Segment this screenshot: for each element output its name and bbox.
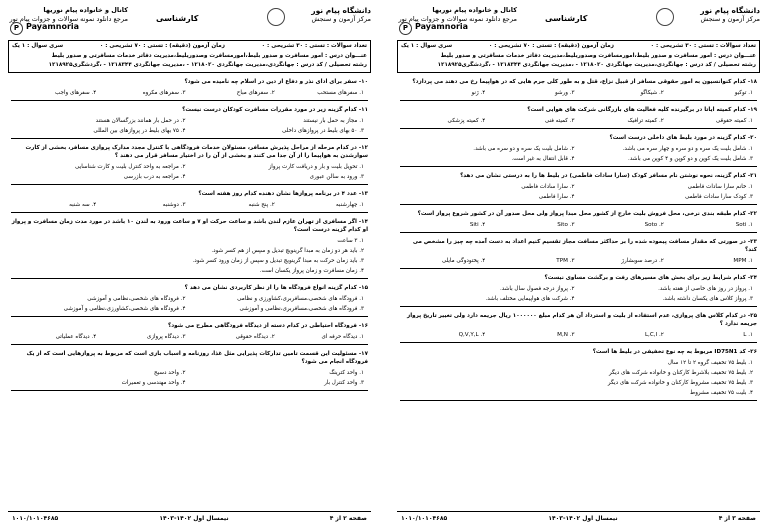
answer-options: [11, 116, 368, 136]
answer-options: [400, 284, 757, 304]
answer-options: [400, 88, 757, 98]
question-divider: [11, 390, 368, 391]
answer-option: ۱. فرودگاه های شخصی،مسافربری،کشاورزی و نظامی: [237, 295, 364, 302]
question-list: [397, 78, 760, 401]
question-divider: [11, 184, 368, 185]
exam-kind: کارشناسی: [156, 14, 199, 23]
footer-page-number: صفحه ۳ از ۴: [718, 515, 756, 522]
answer-option: ۲. سارا سادات فاطمی: [521, 183, 575, 190]
question-text: ۱۸- کدام کنوانسیون به امور حقوقی مسافر از قبیل نزاع، قتل و به طور کلی جرم هایی که در هواپیما رخ می دهند می پردازد؟: [412, 78, 757, 85]
answer-option: ۲. درصد سوبشارژ: [621, 257, 664, 264]
answer-option: ۲. فرودگاه های شخصی،نظامی و آموزشی: [87, 295, 186, 302]
question-item: [11, 144, 368, 185]
answer-options: [11, 332, 368, 342]
answer-option: ۲. شیکاگو: [640, 89, 664, 96]
answer-option: ۱. پرواز در روز های خاصی از هفته باشد.: [658, 285, 753, 292]
page-footer: [397, 511, 760, 525]
question-text: ۱۱- کدام گزینه زیر در مورد مقررات مسافرت کودکان درست نیست؟: [182, 106, 368, 113]
question-text: ۲۳- در صورتی که مقدار مسافت پیموده شده را بر حداکثر مسافت مجاز تقسیم کنیم اعداد به دست آمده چه چیز را مشخص می کند؟: [412, 238, 757, 253]
question-item: [400, 274, 757, 307]
question-series: سری سوال : ۱ یک: [12, 43, 64, 49]
answer-option: ۴. ژنو: [471, 89, 486, 96]
brand-handle-text: Payamnoria: [26, 22, 80, 31]
question-item: [400, 210, 757, 233]
answer-option: ۲. شامل بلیت یک سره و دو سره می باشد.: [473, 145, 575, 152]
question-series: سری سوال : ۱ یک: [401, 43, 453, 49]
brand-block: [397, 6, 517, 32]
brand-handle: [8, 23, 128, 32]
university-center: مرکز آزمون و سنجش: [700, 15, 760, 23]
footer-code: ۱۰۱۰/۱۰۱۰۴۶۸۵: [401, 515, 448, 522]
brand-line1: کانال و خانواده پیام نوریها: [43, 6, 128, 14]
answer-option: ۳. TPM: [556, 257, 575, 264]
answer-option: ۱. واحد کترینگ: [329, 369, 364, 376]
question-text: ۱۹- کدام کمیته ایاتا در برگیرنده کلیه فعالیت های بازرگانی شرکت های هوایی است؟: [527, 106, 757, 113]
question-item: [400, 238, 757, 269]
brand-logo-icon: P: [10, 22, 23, 35]
answer-option: ۴. ۷۵ بهای بلیط در پروازهای بین المللی: [93, 127, 186, 134]
question-item: [400, 172, 757, 205]
answer-option: ۲. بلیط ۷۵ تخفیف بلاشرط کارکنان و خانواده شرکت های دیگر: [608, 369, 753, 376]
answer-option: ۳. ورشو: [554, 89, 575, 96]
answer-option: ۴. سارا فاطمی: [538, 193, 575, 200]
question-item: [11, 284, 368, 317]
answer-option: ۳. ۵۰ بهای بلیط در پروازهای داخلی: [282, 127, 364, 134]
answer-option: ۳. ورود به سالن عبوری: [309, 173, 364, 180]
question-count: تعداد سوالات : تستی : ۳۰ تشریحی : ۰: [261, 43, 367, 49]
university-name: دانشگاه پیام نور: [700, 6, 760, 15]
brand-logo-icon: P: [399, 22, 412, 35]
answer-options: [400, 330, 757, 340]
question-divider: [400, 268, 757, 269]
answer-option: ۱. MPM: [733, 257, 753, 264]
answer-option: ۴. Siti: [469, 221, 486, 228]
answer-option: ۴. فرودگاه های شخصی،کشاورزی،نظامی و آموزشی: [63, 305, 186, 312]
answer-option: ۴. سه شنبه: [69, 201, 97, 208]
brand-handle: [397, 23, 517, 32]
question-item: [400, 78, 757, 101]
brand-line1: کانال و خانواده پیام نوریها: [432, 6, 517, 14]
answer-options: [11, 162, 368, 182]
question-divider: [400, 232, 757, 233]
answer-option: ۱. کمیته حقوقی: [715, 117, 753, 124]
question-divider: [11, 138, 368, 139]
university-name: دانشگاه پیام نور: [311, 6, 371, 15]
info-row-counts: [12, 42, 367, 52]
question-divider: [400, 306, 757, 307]
field-code: رشته تحصیلی / کد درس : جهانگردی،مدیریت جهانگردی ۱۲۱۸۰۲۰ - ،مدیریت جهانگردی ۱۲۱۸۳۴۴ - ،گردشگری۱۲۱۸۹۲۵: [437, 62, 756, 68]
question-item: [11, 106, 368, 139]
university-block: [650, 6, 760, 24]
question-text: ۱۵- کدام گزینه انواع فرودگاه ها را از نظر کاربردی نشان می دهد ؟: [184, 284, 368, 291]
question-divider: [400, 204, 757, 205]
answer-options: [400, 116, 757, 126]
exam-page-2: [8, 6, 371, 525]
question-divider: [400, 400, 757, 401]
answer-options: [400, 144, 757, 164]
answer-option: ۱. بلیط ۷۵ تخفیف گروه ۲ تا ۱۲ سال: [667, 359, 753, 366]
answer-options: [400, 256, 757, 266]
brand-handle-text: Payamnoria: [415, 22, 469, 31]
question-text: ۱۴- اگر مسافری از تهران عازم لندن باشد و ساعت حرکت او ۷ و ساعت ورود به لندن ۱۰ باشد در مورد مدت زمان مسافرت و پرواز او کدام گزینه درست است؟: [11, 218, 368, 233]
exam-info-box: [397, 40, 760, 73]
question-divider: [400, 128, 757, 129]
question-divider: [11, 212, 368, 213]
answer-option: ۳. Sito: [557, 221, 575, 228]
question-divider: [11, 278, 368, 279]
answer-option: ۳. باید زمان حرکت به مبدا گرینویچ تبدیل و سپس از زمان ورود کسر شود.: [192, 257, 364, 264]
question-divider: [11, 100, 368, 101]
answer-option: ۱. Soti: [735, 221, 753, 228]
answer-option: ۲. در حمل بار همانند بزرگسالان هستند: [95, 117, 186, 124]
answer-options: [11, 200, 368, 210]
answer-option: ۲. دیدگاه حقوقی: [235, 333, 275, 340]
answer-option: ۴. Q,V,Y,L: [458, 331, 486, 338]
exam-kind: کارشناسی: [545, 14, 588, 23]
footer-page-number: صفحه ۲ از ۴: [329, 515, 367, 522]
question-text: ۲۶- کد ID75N1 مربوط به چه نوع تخفیفی در بلیط ها است؟: [592, 348, 757, 355]
question-item: [11, 350, 368, 391]
answer-option: ۲. Soto: [644, 221, 664, 228]
answer-option: ۲. مراجعه به واحد کنترل بلیت و کارت شناسایی: [74, 163, 186, 170]
answer-options: [11, 236, 368, 276]
footer-term: نیمسال اول ۱۴۰۲-۱۴۰۳: [548, 515, 618, 522]
answer-option: ۱. شامل بلیت یک سره و دو سره و چهار سره می باشد.: [622, 145, 753, 152]
exam-page-3: [397, 6, 760, 525]
question-text: ۱۷- مسئولیت این قسمت تامین تدارکات پذیرایی مثل غذا، روزنامه و اسباب بازی است که مربوط به پروازهایی است که از یک فرودگاه انجام می شود؟: [26, 350, 368, 365]
answer-option: ۱. خانم سارا سادات فاطمی: [687, 183, 753, 190]
answer-option: ۳. بلیط ۷۵ تخفیف مشروط کارکنان و خانواده شرکت های دیگر: [607, 379, 753, 386]
answer-options: [11, 294, 368, 314]
question-item: [400, 106, 757, 129]
course-title: عنـــوان درس : امور مسافرت و صدور بلیط،امورمسافرت وصدوربلیط،مدیریت دفاتر خدمات مسافرتی و صدور بلیط: [440, 52, 756, 59]
question-text: ۱۳- عدد ۴ در برنامه پروازها نشان دهنده کدام روز هفته است؟: [198, 190, 368, 197]
answer-option: ۳. کمیته فنی: [544, 117, 575, 124]
question-count: تعداد سوالات : تستی : ۳۰ تشریحی : ۰: [650, 43, 756, 49]
answer-options: [11, 88, 368, 98]
question-text: ۲۵- در کدام کلاس های پروازی، عدم استفاده از بلیت و استرداد آن هر کدام مبلغ ۱۰۰۰۰۰۰ ریال جریمه دارد ولی تغییر تاریخ پرواز جریمه ندارد ؟: [406, 312, 757, 327]
field-code: رشته تحصیلی / کد درس : جهانگردی،مدیریت جهانگردی ۱۲۱۸۰۲۰ - ،مدیریت جهانگردی ۱۲۱۸۳۴۴ - ،گردشگری۱۲۱۸۹۲۵: [48, 62, 367, 68]
page-header: [397, 6, 760, 38]
question-text: ۲۴- کدام شرایط زیر برای بخش های مسیرهای رفت و برگشت مساوی نیست؟: [544, 274, 757, 281]
answer-options: [400, 220, 757, 230]
answer-option: ۳. واحد کنترل بار: [324, 379, 364, 386]
answer-option: ۱. ۳ ساعت: [337, 237, 364, 244]
answer-option: ۱. L: [743, 331, 753, 338]
exam-time: زمان آزمون (دقیقه) : تستی : ۷۰ تشریحی : ۰: [99, 43, 225, 49]
page-header: [8, 6, 371, 38]
answer-option: ۱. تحویل بلیت و بار و دریافت کارت پرواز: [268, 163, 364, 170]
answer-option: ۳. کودک سارا سادات فاطمی: [684, 193, 753, 200]
answer-option: ۱. مجاز به حمل بار نیستند: [303, 117, 364, 124]
answer-option: ۳. سفرهای مکروه: [142, 89, 186, 96]
answer-options: [11, 368, 368, 388]
answer-option: ۳. M,N: [557, 331, 575, 338]
footer-term: نیمسال اول ۱۴۰۲-۱۴۰۳: [159, 515, 229, 522]
question-text: ۱۲- در کدام مرحله از مراحل پذیرش مسافر، مسئولان خدمات فرودگاهی با کنترل مجدد مدارک پروازی مسافر، بخشی از کارت سوارشدن به هواپیما را از آن جدا می کنند و بخشی از آن را در اختیار مسافر قرار می دهند ؟: [25, 144, 368, 159]
question-item: [11, 78, 368, 101]
answer-option: ۳. پرواز کلاس های یکسان داشته باشد.: [662, 295, 753, 302]
answer-option: ۴. واحد مهندسی و تعمیرات: [121, 379, 186, 386]
footer-code: ۱۰۱۰/۱۰۱۰۴۶۸۵: [12, 515, 59, 522]
answer-option: ۴. بلیت ۷۵ تخفیف مشروط: [690, 389, 753, 396]
brand-line2: مرجع دانلود نمونه سوالات و جزوات پیام نور: [9, 14, 128, 23]
answer-option: ۱. چهارشنبه: [335, 201, 364, 208]
answer-option: ۲. پنج شنبه: [248, 201, 275, 208]
question-divider: [400, 342, 757, 343]
question-item: [11, 190, 368, 213]
question-list: [8, 78, 371, 391]
answer-option: ۴. شرکت های هواپیمایی مختلف باشد.: [485, 295, 575, 302]
answer-options: [400, 182, 757, 202]
question-text: ۱۶- فرودگاه احتیاطی در کدام دسته از دیدگاه فرودگاهی مطرح می شود؟: [168, 322, 368, 329]
course-title: عنـــوان درس : امور مسافرت و صدور بلیط،امورمسافرت وصدوربلیط،مدیریت دفاتر خدمات مسافرتی و صدور بلیط: [51, 52, 367, 59]
answer-option: ۴. قابل انتقال به غیر است.: [511, 155, 575, 162]
answer-option: ۴. زمان مسافرت و زمان پرواز یکسان است.: [259, 267, 364, 274]
answer-option: ۳. فرودگاه های شخصی،مسافربری،نظامی و آموزشی: [239, 305, 364, 312]
university-block: [261, 6, 371, 24]
question-divider: [400, 100, 757, 101]
question-text: ۱۰- سفر برای ادای نذر و دفاع از دین در اسلام چه نامیده می شود؟: [184, 78, 368, 85]
question-item: [400, 312, 757, 343]
question-text: ۲۱- کدام گزینه، نحوه نوشتن نام مسافر کودک (سارا سادات فاطمی) در بلیط ها را به درستی نشان می دهد؟: [460, 172, 757, 179]
answer-option: ۲. پرواز درجه فصول سال باشد.: [499, 285, 575, 292]
brand-line2: مرجع دانلود نمونه سوالات و جزوات پیام نور: [398, 14, 517, 23]
answer-option: ۲. کمیته ترافیک: [627, 117, 664, 124]
question-divider: [11, 344, 368, 345]
question-item: [11, 218, 368, 279]
answer-option: ۴. پختودوگی مایلی: [441, 257, 486, 264]
exam-info-box: [8, 40, 371, 73]
answer-options: [400, 358, 757, 398]
question-text: ۲۰- کدام گزینه در مورد بلیط های داخلی درست است؟: [609, 134, 757, 141]
answer-option: ۴. کمیته پزشکی: [447, 117, 486, 124]
question-item: [400, 134, 757, 167]
question-item: [11, 322, 368, 345]
brand-block: [8, 6, 128, 32]
answer-option: ۲. واحد دسیج: [154, 369, 186, 376]
answer-option: ۳. دیدگاه پروازی: [146, 333, 186, 340]
info-row-counts: [401, 42, 756, 52]
question-item: [400, 348, 757, 401]
question-divider: [400, 166, 757, 167]
question-divider: [11, 316, 368, 317]
answer-option: ۱. دیدگاه حرفه ای: [321, 333, 364, 340]
answer-option: ۴. دیدگاه عملیاتی: [55, 333, 97, 340]
answer-option: ۱. توکیو: [734, 89, 753, 96]
answer-option: ۳. شامل بلیت یک کوپن و دو کوپن و ۴ کوپن می باشد.: [628, 155, 753, 162]
answer-option: ۴. سفرهای واجب: [55, 89, 97, 96]
answer-option: ۲. L,C,I: [644, 331, 664, 338]
answer-option: ۲. باید هر دو زمان به مبدا گرینویچ تبدیل و سپس از هم کسر شود.: [211, 247, 364, 254]
answer-option: ۱. سفرهای مستحب: [317, 89, 364, 96]
page-footer: [8, 511, 371, 525]
answer-option: ۳. دوشنبه: [162, 201, 186, 208]
answer-option: ۲. سفرهای مباح: [236, 89, 275, 96]
question-text: ۲۲- کدام طبقه بندی نرخی، محل فروش بلیت خارج از کشور محل مبدا پرواز ولی محل صدور آن در کشور شروع پرواز است؟: [417, 210, 757, 217]
exam-time: زمان آزمون (دقیقه) : تستی : ۷۰ تشریحی : ۰: [488, 43, 614, 49]
university-center: مرکز آزمون و سنجش: [311, 15, 371, 23]
answer-option: ۴. مراجعه به درب بازرسی: [123, 173, 186, 180]
